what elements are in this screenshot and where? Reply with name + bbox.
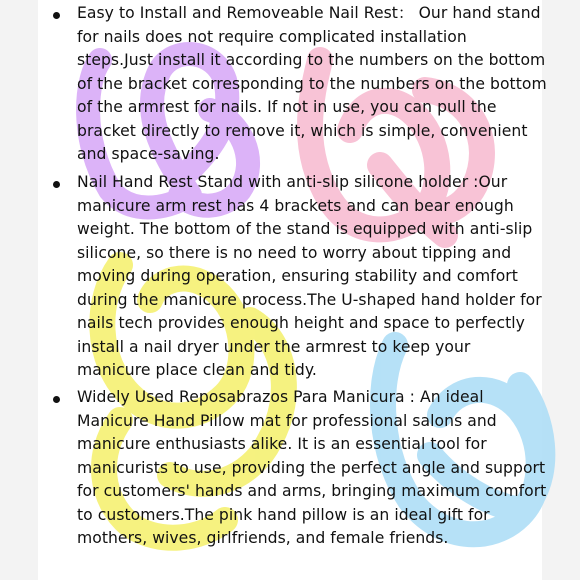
feature-bullet-install — [77, 2, 547, 167]
bullet-dot-icon — [53, 181, 60, 188]
feature-bullet-anti-slip — [77, 171, 547, 383]
bullet-text: Nail Hand Rest Stand with anti-slip silicone holder :Our manicure arm rest has 4 brackets and can bear enough weight. The bottom of the stand is equipped with anti-slip silicone, so there is no need to worry about tipping and moving during operation, ensuring stability and comfort during the manicure process.The U-shaped hand holder for nails tech provides enough height and space to perfectly install a nail dryer under the armrest to keep your manicure place clean and tidy. — [77, 173, 542, 379]
feature-bullet-widely-used — [77, 386, 547, 551]
bullet-dot-icon — [53, 396, 60, 403]
bullet-text: Easy to Install and Removeable Nail Rest： Our hand stand for nails does not require complicated installation steps.Just install it according to the numbers on the bottom of the bracket corresponding to the numbers on the bottom of the armrest for nails. If not in use, you can pull the bracket directly to remove it, which is simple, convenient and space-saving. — [77, 4, 547, 163]
bullet-dot-icon — [53, 12, 60, 19]
bullet-text: Widely Used Reposabrazos Para Manicura : An ideal Manicure Hand Pillow mat for professional salons and manicure enthusiasts alike. It is an essential tool for manicurists to use, providing the perfect angle and support for customers' hands and arms, bringing maximum comfort to customers.The pink hand pillow is an ideal gift for mothers, wives, girlfriends, and female friends. — [77, 388, 547, 547]
